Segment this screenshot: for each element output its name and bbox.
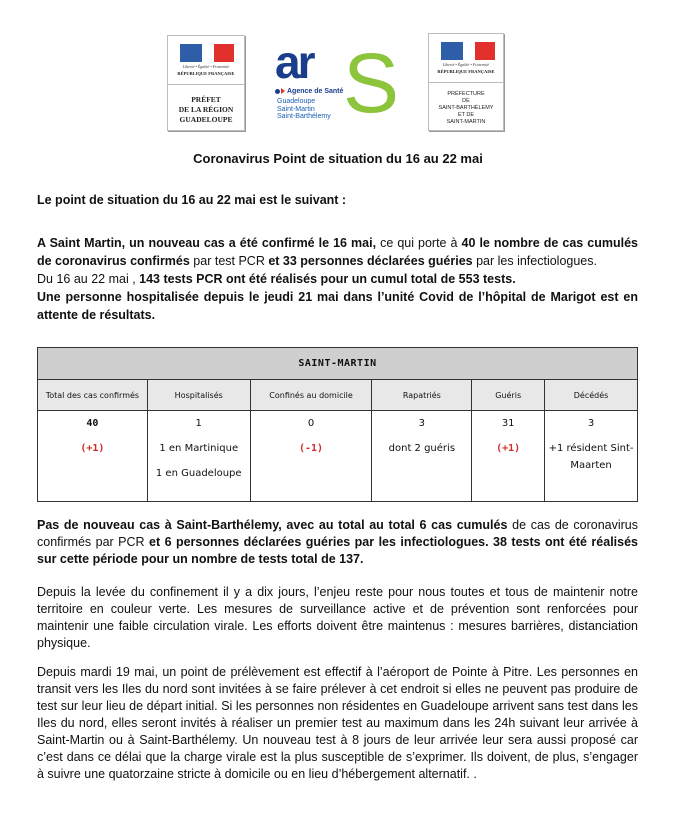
logo-prefet-text <box>168 85 244 125</box>
ars-agency-text: Agence de Santé <box>287 88 344 95</box>
logo-motto: Liberté • Égalité • Fraternité <box>442 62 490 67</box>
gueris-delta: (+1) <box>496 443 521 454</box>
logo-prefecture-text <box>429 83 503 126</box>
col-header-hospitalises: Hospitalisés <box>147 380 250 411</box>
deces-value: 3 <box>587 418 595 429</box>
prefet-guadeloupe-logo <box>167 35 245 131</box>
ars-brand-s: S <box>343 36 400 130</box>
deces-note: +1 résident Sint-Maarten <box>548 443 634 471</box>
ars-agency-label <box>275 88 343 95</box>
sm-text-bold: A Saint Martin, un nouveau cas a été confirmé le 16 mai, <box>37 236 377 250</box>
sm-text-bold: 40 le nombre de cas cumulés de coronavirus confirmés <box>37 236 638 268</box>
total-value: 40 <box>86 418 99 429</box>
col-header-confines: Confinés au domicile <box>250 380 372 411</box>
arrow-icon <box>281 88 285 94</box>
col-header-gueris: Guéris <box>472 380 545 411</box>
prefecture-sbh-sm-logo <box>428 33 504 131</box>
logo-line: DE LA RÉGION <box>178 105 234 114</box>
logo-line: PRÉFET <box>191 95 221 104</box>
sb-text-bold: et 6 personnes déclarées guéries par les infectiologues. 38 tests ont été réalisés sur cette période pour un nombre de tests total de 137. <box>37 535 639 566</box>
french-flag-icon <box>441 42 495 60</box>
logo-motto: Liberté • Égalité • Fraternité <box>182 64 230 69</box>
dot-icon <box>275 89 280 94</box>
intro-paragraph: Le point de situation du 16 au 22 mai est le suivant : <box>37 193 347 207</box>
saint-martin-paragraph <box>37 234 638 324</box>
rapatries-value: 3 <box>418 418 426 429</box>
hosp-value: 1 <box>195 418 202 429</box>
gueris-value: 31 <box>501 418 515 429</box>
col-header-rapatries: Rapatriés <box>372 380 472 411</box>
logo-line: DE <box>462 98 470 104</box>
sm-text: ce qui porte à <box>376 236 462 250</box>
sm-text: Du 16 au 22 mai , <box>37 272 140 286</box>
cell-decedes <box>545 411 638 502</box>
logo-republic: RÉPUBLIQUE FRANÇAISE <box>437 69 495 74</box>
ars-places <box>277 98 331 121</box>
sm-text-bold: 143 tests PCR ont été réalisés pour un cumul total de 553 tests. <box>139 272 516 286</box>
logo-republic: RÉPUBLIQUE FRANÇAISE <box>177 71 235 76</box>
sm-text-bold: et 33 personnes déclarées guéries <box>268 254 473 268</box>
document-title: Coronavirus Point de situation du 16 au 22 mai <box>193 151 483 166</box>
col-header-total: Total des cas confirmés <box>38 380 148 411</box>
deconfinement-paragraph: Depuis la levée du confinement il y a dix jours, l’enjeu reste pour nous toutes et tous de maintenir notre territoire en couleur verte. Les mesures de surveillance active et de prévention sont renforcées pour maintenir une faible circulation virale. Les efforts doivent être maintenus : mesures barrières, distanciation physique. <box>37 585 638 650</box>
cell-rapatries <box>372 411 472 502</box>
logo-line: GUADELOUPE <box>179 115 233 124</box>
ars-logo <box>275 36 400 135</box>
logo-line: ET DE <box>457 112 475 118</box>
ars-place: Saint-Martin <box>277 105 315 113</box>
col-header-decedes: Décédés <box>545 380 638 411</box>
sm-text: par les infectiologues. <box>472 254 597 268</box>
table-row <box>38 411 638 502</box>
logo-line: PRÉFECTURE <box>447 91 485 97</box>
saint-barthelemy-paragraph <box>37 517 638 568</box>
ars-place: Saint-Barthélemy <box>277 113 331 120</box>
confines-delta: (-1) <box>299 443 324 454</box>
table-title: SAINT-MARTIN <box>38 348 638 380</box>
sm-text: par test PCR <box>189 254 269 268</box>
cell-total <box>38 411 148 502</box>
confines-value: 0 <box>307 418 315 429</box>
cell-hospitalises <box>147 411 250 502</box>
marianne-banner <box>168 36 244 85</box>
ars-place: Guadeloupe <box>277 98 316 105</box>
cell-gueris <box>472 411 545 502</box>
marianne-banner <box>429 34 503 83</box>
saint-martin-table <box>37 347 638 502</box>
sb-text-bold: Pas de nouveau cas à Saint-Barthélemy, avec au total au total 6 cas cumulés <box>37 518 508 532</box>
airport-paragraph: Depuis mardi 19 mai, un point de prélèvement est effectif à l’aéroport de Pointe à Pitre. Les personnes en transit vers les Iles du nord sont invitées à se faire prélever à cet endroit si elles ne peuvent pas produire de test sur leur lieu de départ initial. Si les personnes non résidentes en Guadeloupe arrivent sans test dans les Iles du nord, elles seront invités à réaliser un premier test au maximum dans les 24h suivant leur arrivée à Saint-Martin ou à Saint-Barthélemy. Un nouveau test à 8 jours de leur arrivée leur sera aussi proposé car c’est dans ce délai que la charge virale est la plus susceptible de s’exprimer. Ils doivent, de plus, s’engager à suivre une quatorzaine stricte à domicile ou en lieu d’hébergement alternatif. . <box>37 665 638 781</box>
hosp-detail: 1 en Martinique <box>159 443 239 454</box>
table-header-row <box>38 380 638 411</box>
ars-brand-ar: ar <box>275 36 313 88</box>
logo-line: SAINT-BARTHÉLEMY <box>438 105 494 111</box>
hosp-detail: 1 en Guadeloupe <box>155 468 242 479</box>
rapatries-note: dont 2 guéris <box>388 443 456 454</box>
sm-text-bold: Une personne hospitalisée depuis le jeudi 21 mai dans l’unité Covid de l’hôpital de Marigot est en attente de résultats. <box>37 290 638 322</box>
french-flag-icon <box>180 44 234 62</box>
total-delta: (+1) <box>80 443 105 454</box>
sb-text: de cas de coronavirus confirmés par PCR <box>37 518 639 549</box>
logo-line: SAINT-MARTIN <box>446 119 486 125</box>
cell-confines <box>250 411 372 502</box>
